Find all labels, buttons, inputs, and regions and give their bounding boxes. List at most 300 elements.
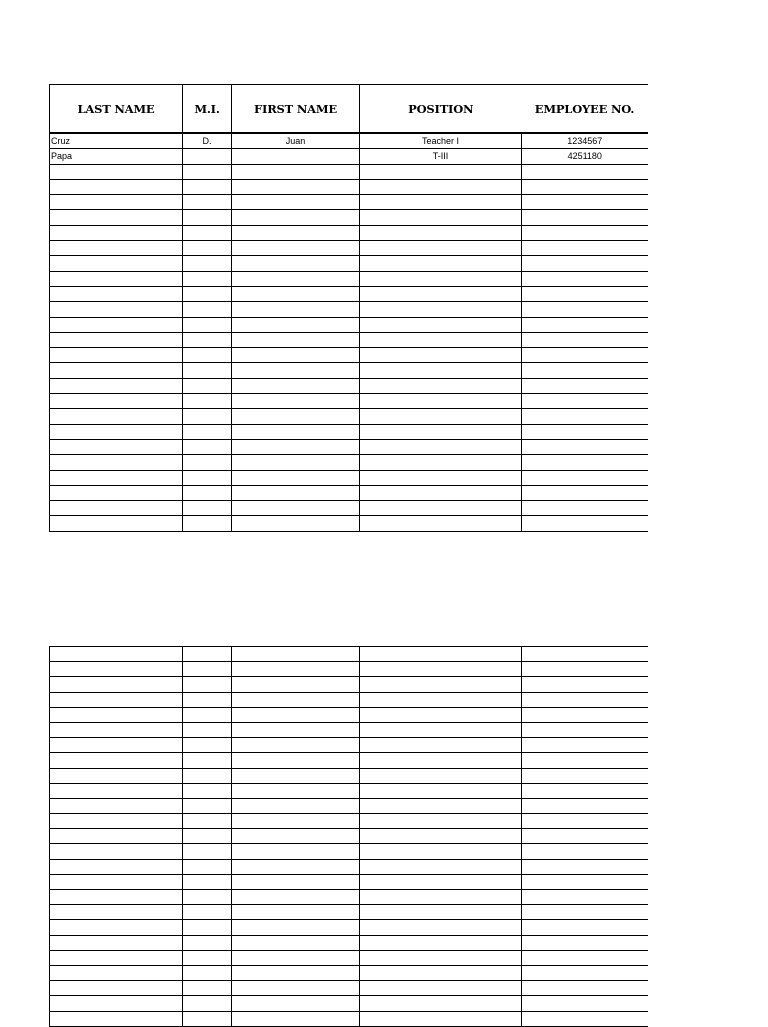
cell-last-name[interactable] (50, 935, 183, 950)
cell-last-name[interactable] (50, 409, 183, 424)
cell-position[interactable] (360, 890, 522, 905)
cell-first-name[interactable] (232, 516, 360, 531)
cell-position[interactable] (360, 768, 522, 783)
cell-position[interactable] (360, 164, 522, 179)
cell-middle-initial[interactable] (183, 516, 232, 531)
table-row (50, 424, 648, 439)
header-first-name[interactable]: FIRST NAME (232, 85, 360, 134)
cell-employee-no[interactable] (522, 965, 648, 980)
table-row (50, 950, 648, 965)
table-row (50, 241, 648, 256)
cell-employee-no[interactable] (522, 814, 648, 829)
cell-last-name[interactable] (50, 501, 183, 516)
table-row (50, 179, 648, 194)
cell-employee-no[interactable] (522, 692, 648, 707)
table-row (50, 516, 648, 531)
cell-first-name[interactable]: Juan (232, 133, 360, 149)
cell-last-name[interactable] (50, 302, 183, 317)
cell-first-name[interactable] (232, 470, 360, 485)
cell-middle-initial[interactable] (183, 859, 232, 874)
cell-last-name[interactable] (50, 179, 183, 194)
cell-position[interactable] (360, 348, 522, 363)
cell-employee-no[interactable]: 1234567 (522, 133, 648, 149)
cell-employee-no[interactable] (522, 829, 648, 844)
cell-employee-no[interactable] (522, 225, 648, 240)
cell-last-name[interactable] (50, 647, 183, 662)
table-row (50, 363, 648, 378)
cell-first-name[interactable] (232, 332, 360, 347)
cell-position[interactable] (360, 455, 522, 470)
cell-employee-no[interactable] (522, 738, 648, 753)
cell-middle-initial[interactable] (183, 179, 232, 194)
cell-position[interactable] (360, 363, 522, 378)
cell-employee-no[interactable] (522, 256, 648, 271)
table-row (50, 195, 648, 210)
cell-middle-initial[interactable] (183, 829, 232, 844)
cell-last-name[interactable]: Cruz (50, 133, 183, 149)
cell-middle-initial[interactable] (183, 394, 232, 409)
cell-middle-initial[interactable] (183, 874, 232, 889)
cell-first-name[interactable] (232, 225, 360, 240)
cell-first-name[interactable] (232, 394, 360, 409)
cell-employee-no[interactable] (522, 394, 648, 409)
cell-position[interactable] (360, 516, 522, 531)
cell-last-name[interactable] (50, 798, 183, 813)
cell-middle-initial[interactable] (183, 753, 232, 768)
header-last-name[interactable]: LAST NAME (50, 85, 183, 134)
table-row (50, 677, 648, 692)
cell-middle-initial[interactable] (183, 647, 232, 662)
cell-position[interactable] (360, 753, 522, 768)
cell-middle-initial[interactable] (183, 470, 232, 485)
cell-last-name[interactable] (50, 164, 183, 179)
cell-last-name[interactable] (50, 965, 183, 980)
cell-position[interactable] (360, 859, 522, 874)
cell-first-name[interactable] (232, 935, 360, 950)
table-row (50, 768, 648, 783)
cell-position[interactable] (360, 996, 522, 1011)
cell-position[interactable]: T-III (360, 149, 522, 164)
cell-employee-no[interactable] (522, 317, 648, 332)
cell-position[interactable] (360, 874, 522, 889)
cell-first-name[interactable] (232, 874, 360, 889)
cell-last-name[interactable] (50, 859, 183, 874)
header-position[interactable]: POSITION (360, 85, 522, 134)
cell-employee-no[interactable] (522, 439, 648, 454)
cell-position[interactable] (360, 722, 522, 737)
cell-first-name[interactable] (232, 844, 360, 859)
table-row (50, 133, 648, 149)
cell-position[interactable] (360, 647, 522, 662)
cell-middle-initial[interactable] (183, 439, 232, 454)
cell-position[interactable] (360, 225, 522, 240)
cell-first-name[interactable] (232, 950, 360, 965)
cell-middle-initial[interactable] (183, 164, 232, 179)
cell-position[interactable] (360, 439, 522, 454)
cell-middle-initial[interactable] (183, 241, 232, 256)
cell-last-name[interactable]: Papa (50, 149, 183, 164)
cell-employee-no[interactable] (522, 501, 648, 516)
table-row (50, 378, 648, 393)
cell-employee-no[interactable] (522, 348, 648, 363)
cell-middle-initial[interactable] (183, 210, 232, 225)
cell-position[interactable] (360, 981, 522, 996)
cell-middle-initial[interactable] (183, 363, 232, 378)
cell-last-name[interactable] (50, 485, 183, 500)
cell-middle-initial[interactable] (183, 424, 232, 439)
cell-first-name[interactable] (232, 424, 360, 439)
cell-middle-initial[interactable] (183, 692, 232, 707)
employee-table (49, 84, 648, 532)
cell-last-name[interactable] (50, 783, 183, 798)
table-row (50, 394, 648, 409)
cell-last-name[interactable] (50, 286, 183, 301)
cell-middle-initial[interactable] (183, 920, 232, 935)
cell-last-name[interactable] (50, 662, 183, 677)
table-row (50, 164, 648, 179)
cell-employee-no[interactable] (522, 332, 648, 347)
table-row (50, 920, 648, 935)
cell-middle-initial[interactable] (183, 149, 232, 164)
table-row (50, 501, 648, 516)
cell-position[interactable] (360, 470, 522, 485)
table-row (50, 798, 648, 813)
cell-first-name[interactable] (232, 256, 360, 271)
cell-last-name[interactable] (50, 981, 183, 996)
cell-middle-initial[interactable] (183, 485, 232, 500)
cell-employee-no[interactable] (522, 950, 648, 965)
cell-position[interactable] (360, 707, 522, 722)
cell-last-name[interactable] (50, 271, 183, 286)
cell-employee-no[interactable] (522, 874, 648, 889)
cell-first-name[interactable] (232, 210, 360, 225)
cell-middle-initial[interactable] (183, 271, 232, 286)
cell-first-name[interactable] (232, 647, 360, 662)
cell-first-name[interactable] (232, 722, 360, 737)
cell-position[interactable] (360, 814, 522, 829)
cell-position[interactable] (360, 935, 522, 950)
cell-middle-initial[interactable] (183, 317, 232, 332)
cell-position[interactable] (360, 256, 522, 271)
cell-employee-no[interactable] (522, 798, 648, 813)
cell-first-name[interactable] (232, 662, 360, 677)
cell-position[interactable] (360, 662, 522, 677)
cell-last-name[interactable] (50, 317, 183, 332)
cell-first-name[interactable] (232, 286, 360, 301)
cell-employee-no[interactable] (522, 859, 648, 874)
cell-middle-initial[interactable] (183, 662, 232, 677)
cell-position[interactable] (360, 920, 522, 935)
cell-middle-initial[interactable] (183, 935, 232, 950)
cell-position[interactable] (360, 302, 522, 317)
cell-first-name[interactable] (232, 439, 360, 454)
cell-employee-no[interactable] (522, 768, 648, 783)
cell-first-name[interactable] (232, 768, 360, 783)
cell-employee-no[interactable] (522, 286, 648, 301)
table-row (50, 256, 648, 271)
cell-first-name[interactable] (232, 829, 360, 844)
cell-middle-initial[interactable] (183, 302, 232, 317)
cell-employee-no[interactable] (522, 707, 648, 722)
cell-last-name[interactable] (50, 455, 183, 470)
cell-first-name[interactable] (232, 271, 360, 286)
cell-middle-initial[interactable] (183, 965, 232, 980)
cell-middle-initial[interactable] (183, 814, 232, 829)
cell-position[interactable] (360, 195, 522, 210)
cell-middle-initial[interactable] (183, 707, 232, 722)
table-row (50, 225, 648, 240)
cell-employee-no[interactable] (522, 722, 648, 737)
table-row (50, 965, 648, 980)
cell-first-name[interactable] (232, 890, 360, 905)
cell-last-name[interactable] (50, 439, 183, 454)
cell-first-name[interactable] (232, 302, 360, 317)
cell-employee-no[interactable] (522, 485, 648, 500)
cell-first-name[interactable] (232, 981, 360, 996)
cell-first-name[interactable] (232, 753, 360, 768)
cell-employee-no[interactable] (522, 363, 648, 378)
cell-middle-initial[interactable] (183, 890, 232, 905)
cell-position[interactable] (360, 241, 522, 256)
cell-last-name[interactable] (50, 950, 183, 965)
cell-last-name[interactable] (50, 996, 183, 1011)
cell-middle-initial[interactable] (183, 378, 232, 393)
cell-middle-initial[interactable] (183, 256, 232, 271)
header-employee-no[interactable]: EMPLOYEE NO. (522, 85, 648, 134)
cell-first-name[interactable] (232, 241, 360, 256)
cell-position[interactable] (360, 332, 522, 347)
cell-last-name[interactable] (50, 677, 183, 692)
cell-employee-no[interactable] (522, 195, 648, 210)
table-row (50, 302, 648, 317)
cell-last-name[interactable] (50, 753, 183, 768)
table-row (50, 996, 648, 1011)
cell-last-name[interactable] (50, 692, 183, 707)
cell-first-name[interactable] (232, 501, 360, 516)
cell-position[interactable] (360, 798, 522, 813)
cell-employee-no[interactable] (522, 981, 648, 996)
table-row (50, 814, 648, 829)
cell-position[interactable] (360, 424, 522, 439)
cell-employee-no[interactable] (522, 470, 648, 485)
cell-position[interactable] (360, 950, 522, 965)
cell-middle-initial[interactable] (183, 981, 232, 996)
table-row (50, 317, 648, 332)
cell-position[interactable] (360, 692, 522, 707)
cell-employee-no[interactable] (522, 378, 648, 393)
cell-middle-initial[interactable] (183, 905, 232, 920)
cell-first-name[interactable] (232, 409, 360, 424)
table-row (50, 348, 648, 363)
table-row (50, 210, 648, 225)
table-row (50, 662, 648, 677)
table-row (50, 738, 648, 753)
table-row (50, 707, 648, 722)
cell-middle-initial[interactable] (183, 225, 232, 240)
table-row (50, 753, 648, 768)
table-row (50, 271, 648, 286)
cell-employee-no[interactable] (522, 164, 648, 179)
cell-position[interactable] (360, 210, 522, 225)
cell-middle-initial[interactable] (183, 950, 232, 965)
cell-last-name[interactable] (50, 829, 183, 844)
cell-position[interactable] (360, 738, 522, 753)
cell-position[interactable] (360, 485, 522, 500)
cell-position[interactable] (360, 829, 522, 844)
cell-first-name[interactable] (232, 905, 360, 920)
cell-last-name[interactable] (50, 394, 183, 409)
cell-middle-initial[interactable] (183, 501, 232, 516)
cell-first-name[interactable] (232, 920, 360, 935)
cell-employee-no[interactable] (522, 516, 648, 531)
cell-last-name[interactable] (50, 378, 183, 393)
cell-last-name[interactable] (50, 363, 183, 378)
table-row (50, 859, 648, 874)
cell-first-name[interactable] (232, 317, 360, 332)
cell-last-name[interactable] (50, 210, 183, 225)
cell-first-name[interactable] (232, 164, 360, 179)
cell-last-name[interactable] (50, 516, 183, 531)
cell-first-name[interactable] (232, 965, 360, 980)
cell-first-name[interactable] (232, 485, 360, 500)
cell-first-name[interactable] (232, 859, 360, 874)
cell-employee-no[interactable] (522, 677, 648, 692)
table-row (50, 439, 648, 454)
cell-employee-no[interactable] (522, 455, 648, 470)
cell-position[interactable] (360, 179, 522, 194)
cell-last-name[interactable] (50, 890, 183, 905)
cell-middle-initial[interactable] (183, 195, 232, 210)
cell-first-name[interactable] (232, 455, 360, 470)
table-row (50, 470, 648, 485)
table-row (50, 829, 648, 844)
cell-position[interactable] (360, 271, 522, 286)
cell-last-name[interactable] (50, 844, 183, 859)
table-header-row (50, 85, 648, 134)
cell-last-name[interactable] (50, 707, 183, 722)
cell-employee-no[interactable] (522, 920, 648, 935)
table-row (50, 409, 648, 424)
cell-first-name[interactable] (232, 814, 360, 829)
cell-employee-no[interactable] (522, 905, 648, 920)
cell-position[interactable] (360, 286, 522, 301)
cell-last-name[interactable] (50, 225, 183, 240)
cell-position[interactable] (360, 501, 522, 516)
cell-first-name[interactable] (232, 996, 360, 1011)
cell-employee-no[interactable] (522, 179, 648, 194)
cell-middle-initial[interactable] (183, 768, 232, 783)
table-row (50, 935, 648, 950)
cell-middle-initial[interactable]: D. (183, 133, 232, 149)
cell-middle-initial[interactable] (183, 783, 232, 798)
table-body (50, 133, 648, 531)
cell-last-name[interactable] (50, 905, 183, 920)
cell-position[interactable] (360, 905, 522, 920)
table-row (50, 332, 648, 347)
cell-middle-initial[interactable] (183, 677, 232, 692)
cell-middle-initial[interactable] (183, 738, 232, 753)
cell-first-name[interactable] (232, 677, 360, 692)
cell-employee-no[interactable] (522, 662, 648, 677)
cell-middle-initial[interactable] (183, 455, 232, 470)
cell-employee-no[interactable] (522, 302, 648, 317)
cell-first-name[interactable] (232, 179, 360, 194)
cell-last-name[interactable] (50, 332, 183, 347)
cell-first-name[interactable] (232, 378, 360, 393)
cell-middle-initial[interactable] (183, 409, 232, 424)
cell-last-name[interactable] (50, 470, 183, 485)
cell-employee-no[interactable] (522, 210, 648, 225)
cell-first-name[interactable] (232, 348, 360, 363)
cell-last-name[interactable] (50, 874, 183, 889)
table-row (50, 149, 648, 164)
cell-first-name[interactable] (232, 707, 360, 722)
cell-middle-initial[interactable] (183, 722, 232, 737)
cell-middle-initial[interactable] (183, 844, 232, 859)
cell-first-name[interactable] (232, 738, 360, 753)
table-row (50, 874, 648, 889)
cell-employee-no[interactable] (522, 271, 648, 286)
table-row (50, 692, 648, 707)
cell-first-name[interactable] (232, 798, 360, 813)
cell-last-name[interactable] (50, 256, 183, 271)
cell-employee-no[interactable] (522, 424, 648, 439)
cell-position[interactable] (360, 783, 522, 798)
table-row (50, 722, 648, 737)
cell-first-name[interactable] (232, 195, 360, 210)
cell-first-name[interactable] (232, 363, 360, 378)
cell-employee-no[interactable] (522, 753, 648, 768)
header-middle-initial[interactable]: M.I. (183, 85, 232, 134)
cell-first-name[interactable] (232, 692, 360, 707)
cell-employee-no[interactable]: 4251180 (522, 149, 648, 164)
cell-last-name[interactable] (50, 241, 183, 256)
cell-last-name[interactable] (50, 195, 183, 210)
cell-position[interactable] (360, 844, 522, 859)
cell-employee-no[interactable] (522, 241, 648, 256)
cell-last-name[interactable] (50, 722, 183, 737)
cell-employee-no[interactable] (522, 783, 648, 798)
blank-employee-table (49, 646, 648, 1027)
cell-position[interactable] (360, 965, 522, 980)
cell-position[interactable]: Teacher I (360, 133, 522, 149)
cell-employee-no[interactable] (522, 935, 648, 950)
cell-employee-no[interactable] (522, 844, 648, 859)
cell-first-name[interactable] (232, 149, 360, 164)
cell-employee-no[interactable] (522, 409, 648, 424)
cell-employee-no[interactable] (522, 996, 648, 1011)
cell-position[interactable] (360, 317, 522, 332)
cell-employee-no[interactable] (522, 890, 648, 905)
cell-middle-initial[interactable] (183, 332, 232, 347)
cell-last-name[interactable] (50, 920, 183, 935)
cell-employee-no[interactable] (522, 647, 648, 662)
cell-last-name[interactable] (50, 768, 183, 783)
cell-position[interactable] (360, 378, 522, 393)
cell-last-name[interactable] (50, 424, 183, 439)
cell-middle-initial[interactable] (183, 348, 232, 363)
cell-last-name[interactable] (50, 814, 183, 829)
cell-middle-initial[interactable] (183, 798, 232, 813)
cell-middle-initial[interactable] (183, 996, 232, 1011)
cell-last-name[interactable] (50, 738, 183, 753)
cell-middle-initial[interactable] (183, 286, 232, 301)
cell-last-name[interactable] (50, 348, 183, 363)
cell-position[interactable] (360, 394, 522, 409)
cell-position[interactable] (360, 677, 522, 692)
cell-first-name[interactable] (232, 783, 360, 798)
cell-position[interactable] (360, 409, 522, 424)
